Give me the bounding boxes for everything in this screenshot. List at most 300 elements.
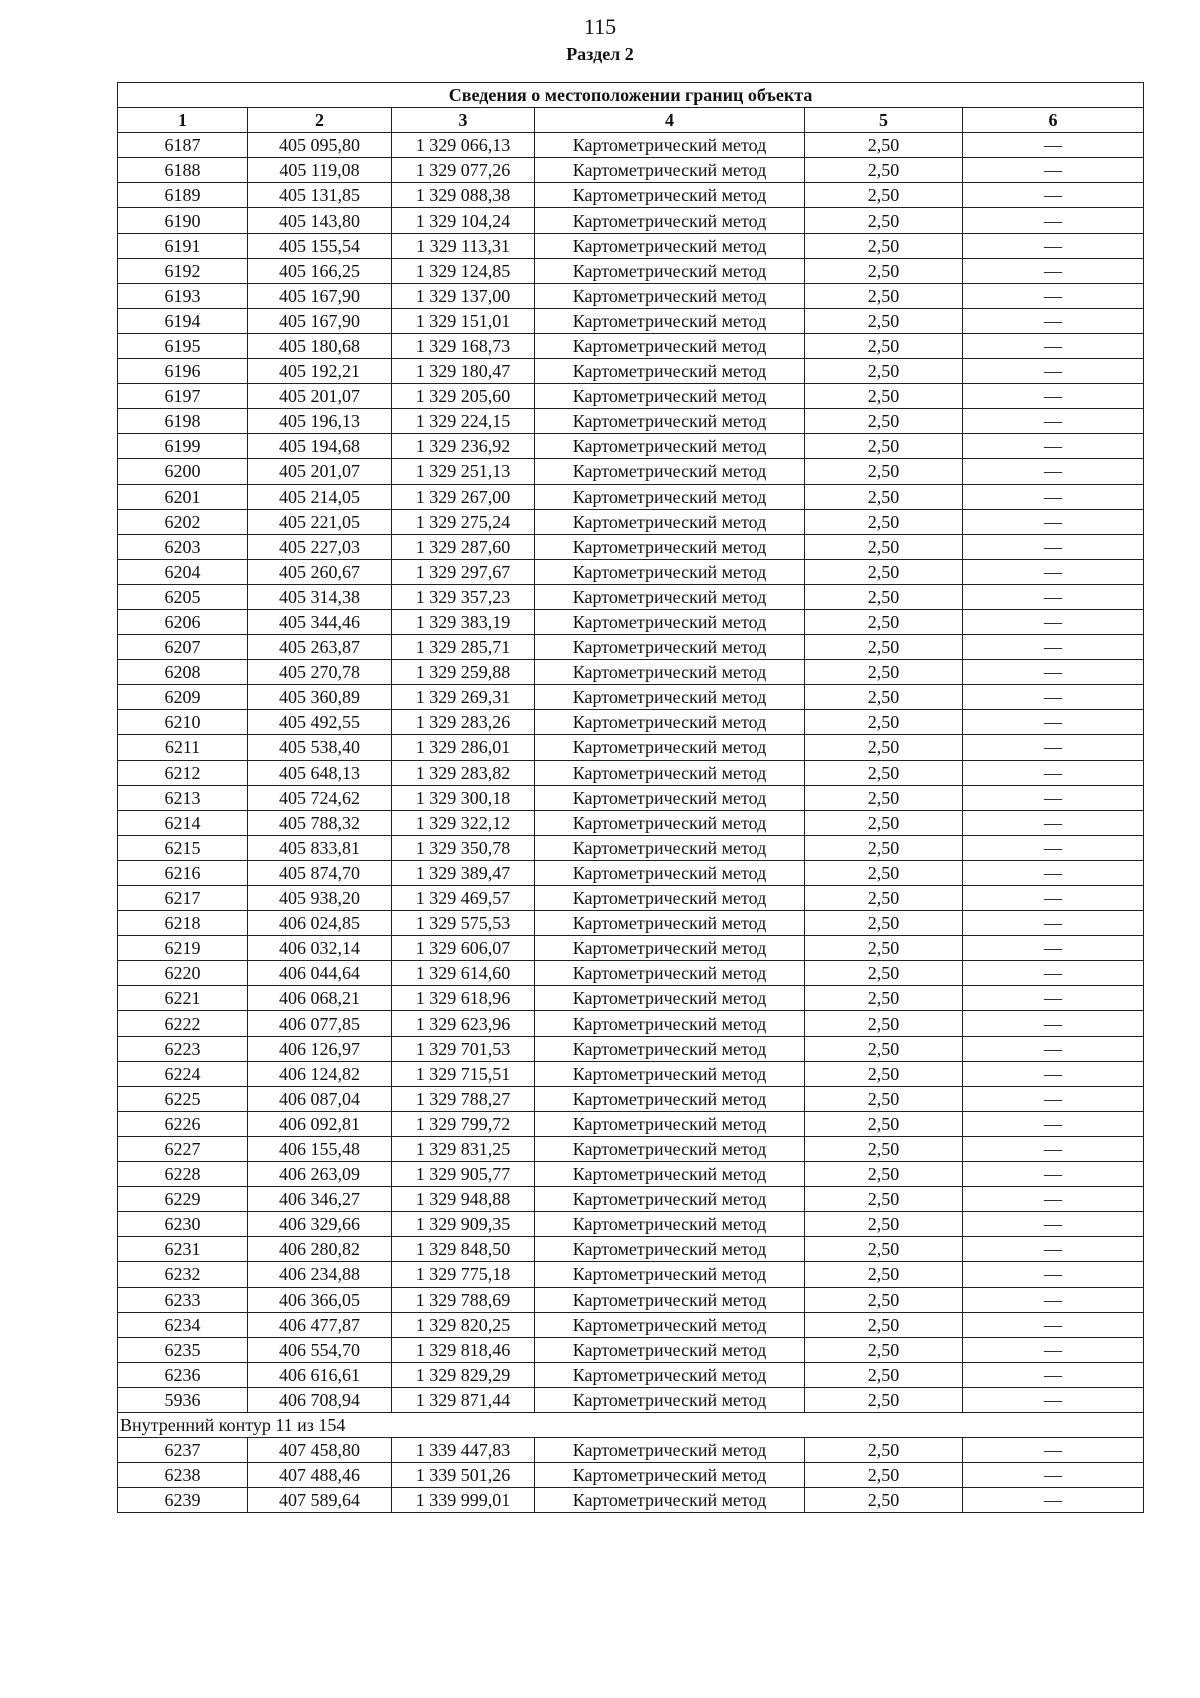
table-cell: Картометрический метод <box>535 584 805 609</box>
table-cell: 1 339 501,26 <box>392 1463 535 1488</box>
table-cell: 406 329,66 <box>248 1212 392 1237</box>
table-cell: 1 329 614,60 <box>392 961 535 986</box>
table-cell: 1 329 831,25 <box>392 1136 535 1161</box>
table-cell: 406 124,82 <box>248 1061 392 1086</box>
table-cell: 6189 <box>118 183 248 208</box>
table-cell: 405 192,21 <box>248 359 392 384</box>
table-row <box>118 459 1144 484</box>
table-row <box>118 158 1144 183</box>
table-cell: 6203 <box>118 534 248 559</box>
table-cell: 2,50 <box>805 961 963 986</box>
table-cell: Картометрический метод <box>535 359 805 384</box>
table-cell: — <box>963 1438 1144 1463</box>
table-cell: 1 329 283,26 <box>392 710 535 735</box>
table-cell: 1 329 350,78 <box>392 835 535 860</box>
table-cell: 1 329 275,24 <box>392 509 535 534</box>
table-cell: Картометрический метод <box>535 685 805 710</box>
table-cell: Картометрический метод <box>535 1362 805 1387</box>
table-cell: 6201 <box>118 484 248 509</box>
table-cell: 1 329 383,19 <box>392 609 535 634</box>
table-row <box>118 835 1144 860</box>
table-cell: 405 119,08 <box>248 158 392 183</box>
table-row <box>118 308 1144 333</box>
table-row <box>118 1136 1144 1161</box>
table-cell: 406 068,21 <box>248 986 392 1011</box>
table-cell: 405 167,90 <box>248 308 392 333</box>
table-caption: Сведения о местоположении границ объекта <box>118 83 1144 108</box>
table-cell: — <box>963 911 1144 936</box>
table-cell: — <box>963 1463 1144 1488</box>
table-cell: 1 329 088,38 <box>392 183 535 208</box>
table-cell: 6199 <box>118 434 248 459</box>
table-row <box>118 283 1144 308</box>
table-cell: 405 167,90 <box>248 283 392 308</box>
table-cell: 6195 <box>118 333 248 358</box>
table-cell: 2,50 <box>805 1136 963 1161</box>
table-cell: Картометрический метод <box>535 660 805 685</box>
table-cell: Картометрический метод <box>535 1187 805 1212</box>
table-cell: — <box>963 685 1144 710</box>
table-cell: Картометрический метод <box>535 1036 805 1061</box>
table-cell: Картометрический метод <box>535 1011 805 1036</box>
table-row <box>118 133 1144 158</box>
table-cell: 2,50 <box>805 735 963 760</box>
table-row <box>118 1162 1144 1187</box>
table-cell: — <box>963 785 1144 810</box>
table-cell: 2,50 <box>805 1237 963 1262</box>
table-cell: 405 196,13 <box>248 409 392 434</box>
table-cell: 6187 <box>118 133 248 158</box>
table-row <box>118 785 1144 810</box>
table-cell: 6205 <box>118 584 248 609</box>
table-cell: Картометрический метод <box>535 710 805 735</box>
table-cell: 405 344,46 <box>248 609 392 634</box>
table-cell: 406 234,88 <box>248 1262 392 1287</box>
table-cell: — <box>963 1237 1144 1262</box>
table-cell: 405 143,80 <box>248 208 392 233</box>
boundary-coordinates-table <box>117 82 1144 1513</box>
table-row <box>118 760 1144 785</box>
table-row <box>118 1212 1144 1237</box>
table-cell: 1 329 469,57 <box>392 886 535 911</box>
table-cell: 1 329 124,85 <box>392 258 535 283</box>
table-cell: 405 938,20 <box>248 886 392 911</box>
table-cell: — <box>963 1362 1144 1387</box>
table-cell: 2,50 <box>805 1086 963 1111</box>
table-cell: — <box>963 810 1144 835</box>
table-cell: 1 329 300,18 <box>392 785 535 810</box>
table-cell: — <box>963 609 1144 634</box>
table-cell: 1 329 168,73 <box>392 333 535 358</box>
table-cell: 2,50 <box>805 1312 963 1337</box>
table-cell: Картометрический метод <box>535 1237 805 1262</box>
table-cell: 1 329 948,88 <box>392 1187 535 1212</box>
table-cell: 405 166,25 <box>248 258 392 283</box>
table-cell: — <box>963 1111 1144 1136</box>
table-cell: 406 077,85 <box>248 1011 392 1036</box>
table-cell: 405 214,05 <box>248 484 392 509</box>
table-cell: Картометрический метод <box>535 735 805 760</box>
table-cell: — <box>963 333 1144 358</box>
table-cell: 6211 <box>118 735 248 760</box>
table-cell: 406 032,14 <box>248 936 392 961</box>
table-cell: — <box>963 986 1144 1011</box>
table-cell: 6200 <box>118 459 248 484</box>
table-cell: 6208 <box>118 660 248 685</box>
table-cell: 2,50 <box>805 1262 963 1287</box>
column-header: 2 <box>248 108 392 133</box>
table-cell: 6202 <box>118 509 248 534</box>
table-cell: 405 724,62 <box>248 785 392 810</box>
table-cell: 1 329 104,24 <box>392 208 535 233</box>
table-cell: 6215 <box>118 835 248 860</box>
table-cell: 1 329 715,51 <box>392 1061 535 1086</box>
table-cell: — <box>963 860 1144 885</box>
table-row <box>118 810 1144 835</box>
table-cell: 6218 <box>118 911 248 936</box>
table-cell: — <box>963 183 1144 208</box>
table-cell: 405 833,81 <box>248 835 392 860</box>
table-cell: 2,50 <box>805 635 963 660</box>
table-cell: 2,50 <box>805 158 963 183</box>
table-cell: 6216 <box>118 860 248 885</box>
table-cell: — <box>963 434 1144 459</box>
table-cell: Картометрический метод <box>535 785 805 810</box>
table-cell: 1 329 799,72 <box>392 1111 535 1136</box>
table-row <box>118 1463 1144 1488</box>
table-cell: — <box>963 886 1144 911</box>
table-cell: 405 155,54 <box>248 233 392 258</box>
table-cell: 6238 <box>118 1463 248 1488</box>
table-cell: — <box>963 258 1144 283</box>
table-cell: 2,50 <box>805 685 963 710</box>
table-cell: 405 648,13 <box>248 760 392 785</box>
table-cell: 1 329 701,53 <box>392 1036 535 1061</box>
table-cell: 2,50 <box>805 1187 963 1212</box>
table-cell: — <box>963 283 1144 308</box>
table-row <box>118 886 1144 911</box>
table-row <box>118 660 1144 685</box>
table-cell: — <box>963 233 1144 258</box>
table-cell: 6228 <box>118 1162 248 1187</box>
table-cell: 2,50 <box>805 785 963 810</box>
table-cell: 6225 <box>118 1086 248 1111</box>
table-cell: 6235 <box>118 1337 248 1362</box>
table-cell: — <box>963 459 1144 484</box>
table-cell: 405 180,68 <box>248 333 392 358</box>
table-cell: 2,50 <box>805 1061 963 1086</box>
table-cell: 1 329 788,27 <box>392 1086 535 1111</box>
table-cell: 1 329 775,18 <box>392 1262 535 1287</box>
column-header: 6 <box>963 108 1144 133</box>
table-cell: Картометрический метод <box>535 911 805 936</box>
table-cell: Картометрический метод <box>535 1111 805 1136</box>
table-cell: — <box>963 1312 1144 1337</box>
table-row <box>118 860 1144 885</box>
table-cell: 6232 <box>118 1262 248 1287</box>
table-cell: Картометрический метод <box>535 233 805 258</box>
table-cell: Картометрический метод <box>535 810 805 835</box>
table-row <box>118 233 1144 258</box>
table-cell: 406 263,09 <box>248 1162 392 1187</box>
table-cell: 1 329 205,60 <box>392 384 535 409</box>
table-cell: Картометрический метод <box>535 158 805 183</box>
table-row <box>118 1287 1144 1312</box>
table-cell: 6190 <box>118 208 248 233</box>
table-cell: 1 329 618,96 <box>392 986 535 1011</box>
table-row <box>118 1337 1144 1362</box>
table-row <box>118 1011 1144 1036</box>
table-cell: Картометрический метод <box>535 1262 805 1287</box>
table-cell: — <box>963 760 1144 785</box>
table-cell: Картометрический метод <box>535 484 805 509</box>
table-cell: 1 329 389,47 <box>392 860 535 885</box>
table-row <box>118 911 1144 936</box>
table-row <box>118 534 1144 559</box>
table-cell: — <box>963 308 1144 333</box>
table-cell: 2,50 <box>805 936 963 961</box>
table-cell: 1 329 357,23 <box>392 584 535 609</box>
table-cell: 406 044,64 <box>248 961 392 986</box>
table-row <box>118 1312 1144 1337</box>
table-cell: 2,50 <box>805 308 963 333</box>
table-cell: 405 221,05 <box>248 509 392 534</box>
table-cell: 405 194,68 <box>248 434 392 459</box>
table-cell: 6193 <box>118 283 248 308</box>
table-cell: 2,50 <box>805 183 963 208</box>
table-cell: 6209 <box>118 685 248 710</box>
table-cell: 6223 <box>118 1036 248 1061</box>
table-cell: 1 329 297,67 <box>392 559 535 584</box>
table-cell: 2,50 <box>805 434 963 459</box>
table-cell: 6191 <box>118 233 248 258</box>
table-cell: 1 329 909,35 <box>392 1212 535 1237</box>
table-cell: 1 329 066,13 <box>392 133 535 158</box>
table-cell: — <box>963 484 1144 509</box>
table-cell: 1 329 285,71 <box>392 635 535 660</box>
table-cell: — <box>963 1287 1144 1312</box>
table-cell: 6230 <box>118 1212 248 1237</box>
column-header-row <box>118 108 1144 133</box>
table-row <box>118 1488 1144 1513</box>
table-cell: 2,50 <box>805 534 963 559</box>
table-cell: Картометрический метод <box>535 609 805 634</box>
table-cell: 406 092,81 <box>248 1111 392 1136</box>
table-cell: 2,50 <box>805 584 963 609</box>
table-cell: 1 339 999,01 <box>392 1488 535 1513</box>
table-cell: — <box>963 384 1144 409</box>
table-cell: Картометрический метод <box>535 760 805 785</box>
table-cell: Картометрический метод <box>535 835 805 860</box>
table-cell: — <box>963 936 1144 961</box>
table-row <box>118 1187 1144 1212</box>
table-cell: 1 329 820,25 <box>392 1312 535 1337</box>
table-cell: 406 616,61 <box>248 1362 392 1387</box>
table-cell: 2,50 <box>805 1438 963 1463</box>
table-row <box>118 1086 1144 1111</box>
table-cell: 2,50 <box>805 484 963 509</box>
table-row <box>118 484 1144 509</box>
table-cell: — <box>963 133 1144 158</box>
table-cell: Картометрический метод <box>535 986 805 1011</box>
table-cell: 2,50 <box>805 835 963 860</box>
table-cell: 2,50 <box>805 1488 963 1513</box>
table-row <box>118 434 1144 459</box>
table-cell: 6236 <box>118 1362 248 1387</box>
table-cell: 6188 <box>118 158 248 183</box>
table-cell: 1 329 788,69 <box>392 1287 535 1312</box>
table-cell: 405 874,70 <box>248 860 392 885</box>
table-cell: 6224 <box>118 1061 248 1086</box>
table-cell: Картометрический метод <box>535 936 805 961</box>
table-row <box>118 1387 1144 1412</box>
table-row <box>118 1262 1144 1287</box>
table-cell: 1 329 905,77 <box>392 1162 535 1187</box>
table-cell: 405 538,40 <box>248 735 392 760</box>
table-cell: 2,50 <box>805 1387 963 1412</box>
table-cell: 2,50 <box>805 1111 963 1136</box>
table-cell: Картометрический метод <box>535 1162 805 1187</box>
column-header: 1 <box>118 108 248 133</box>
table-cell: 2,50 <box>805 911 963 936</box>
table-row <box>118 685 1144 710</box>
table-cell: 1 329 322,12 <box>392 810 535 835</box>
table-row <box>118 559 1144 584</box>
table-row <box>118 584 1144 609</box>
table-cell: 1 329 818,46 <box>392 1337 535 1362</box>
table-row <box>118 183 1144 208</box>
table-cell: 6194 <box>118 308 248 333</box>
table-row <box>118 635 1144 660</box>
contour-subheader: Внутренний контур 11 из 154 <box>118 1412 1144 1437</box>
table-cell: Картометрический метод <box>535 308 805 333</box>
table-cell: Картометрический метод <box>535 961 805 986</box>
table-cell: 6227 <box>118 1136 248 1161</box>
table-cell: 5936 <box>118 1387 248 1412</box>
table-cell: — <box>963 158 1144 183</box>
table-row <box>118 1362 1144 1387</box>
table-cell: 2,50 <box>805 886 963 911</box>
table-cell: — <box>963 1036 1144 1061</box>
table-cell: — <box>963 409 1144 434</box>
table-cell: 2,50 <box>805 233 963 258</box>
table-cell: 1 329 848,50 <box>392 1237 535 1262</box>
table-cell: 405 263,87 <box>248 635 392 660</box>
table-cell: Картометрический метод <box>535 1212 805 1237</box>
table-cell: 2,50 <box>805 1011 963 1036</box>
table-cell: 405 360,89 <box>248 685 392 710</box>
table-cell: 2,50 <box>805 1212 963 1237</box>
column-header: 4 <box>535 108 805 133</box>
table-cell: 1 329 829,29 <box>392 1362 535 1387</box>
table-cell: Картометрический метод <box>535 208 805 233</box>
table-cell: — <box>963 359 1144 384</box>
table-cell: 1 329 251,13 <box>392 459 535 484</box>
table-cell: 6196 <box>118 359 248 384</box>
table-cell: 6221 <box>118 986 248 1011</box>
table-cell: 405 131,85 <box>248 183 392 208</box>
column-header: 5 <box>805 108 963 133</box>
table-cell: 6192 <box>118 258 248 283</box>
table-cell: 6219 <box>118 936 248 961</box>
table-cell: 405 227,03 <box>248 534 392 559</box>
table-row <box>118 509 1144 534</box>
table-cell: Картометрический метод <box>535 886 805 911</box>
table-row <box>118 208 1144 233</box>
table-cell: Картометрический метод <box>535 258 805 283</box>
table-cell: 6231 <box>118 1237 248 1262</box>
table-row <box>118 1061 1144 1086</box>
table-cell: 6204 <box>118 559 248 584</box>
table-cell: 406 477,87 <box>248 1312 392 1337</box>
page-number: 115 <box>583 14 617 39</box>
table-cell: 2,50 <box>805 609 963 634</box>
table-cell: — <box>963 1011 1144 1036</box>
table-row <box>118 258 1144 283</box>
table-cell: 406 346,27 <box>248 1187 392 1212</box>
table-cell: Картометрический метод <box>535 635 805 660</box>
table-cell: 1 329 224,15 <box>392 409 535 434</box>
table-cell: Картометрический метод <box>535 409 805 434</box>
table-row <box>118 936 1144 961</box>
table-cell: 1 339 447,83 <box>392 1438 535 1463</box>
table-cell: — <box>963 1187 1144 1212</box>
table-cell: — <box>963 660 1144 685</box>
table-cell: — <box>963 1262 1144 1287</box>
table-cell: 2,50 <box>805 333 963 358</box>
table-cell: — <box>963 208 1144 233</box>
table-cell: 6234 <box>118 1312 248 1337</box>
table-cell: Картометрический метод <box>535 1312 805 1337</box>
table-cell: 2,50 <box>805 559 963 584</box>
table-cell: 1 329 575,53 <box>392 911 535 936</box>
table-cell: 6239 <box>118 1488 248 1513</box>
table-cell: 406 087,04 <box>248 1086 392 1111</box>
table-cell: 1 329 077,26 <box>392 158 535 183</box>
table-cell: Картометрический метод <box>535 1438 805 1463</box>
table-cell: 2,50 <box>805 258 963 283</box>
table-cell: Картометрический метод <box>535 559 805 584</box>
table-cell: — <box>963 1387 1144 1412</box>
table-cell: 405 314,38 <box>248 584 392 609</box>
table-row <box>118 710 1144 735</box>
table-cell: — <box>963 961 1144 986</box>
table-cell: 6217 <box>118 886 248 911</box>
table-cell: 2,50 <box>805 208 963 233</box>
table-row <box>118 359 1144 384</box>
table-cell: 2,50 <box>805 1287 963 1312</box>
table-cell: Картометрический метод <box>535 1061 805 1086</box>
table-cell: 6229 <box>118 1187 248 1212</box>
table-cell: 1 329 871,44 <box>392 1387 535 1412</box>
table-cell: 2,50 <box>805 986 963 1011</box>
table-cell: 2,50 <box>805 409 963 434</box>
table-cell: 1 329 286,01 <box>392 735 535 760</box>
table-cell: 6233 <box>118 1287 248 1312</box>
table-cell: 2,50 <box>805 660 963 685</box>
table-cell: Картометрический метод <box>535 1086 805 1111</box>
table-cell: 1 329 623,96 <box>392 1011 535 1036</box>
table-cell: 6212 <box>118 760 248 785</box>
table-row <box>118 384 1144 409</box>
column-header: 3 <box>392 108 535 133</box>
table-cell: 405 095,80 <box>248 133 392 158</box>
table-cell: Картометрический метод <box>535 333 805 358</box>
table-cell: 2,50 <box>805 760 963 785</box>
table-cell: — <box>963 1212 1144 1237</box>
table-cell: 405 492,55 <box>248 710 392 735</box>
table-cell: 6198 <box>118 409 248 434</box>
